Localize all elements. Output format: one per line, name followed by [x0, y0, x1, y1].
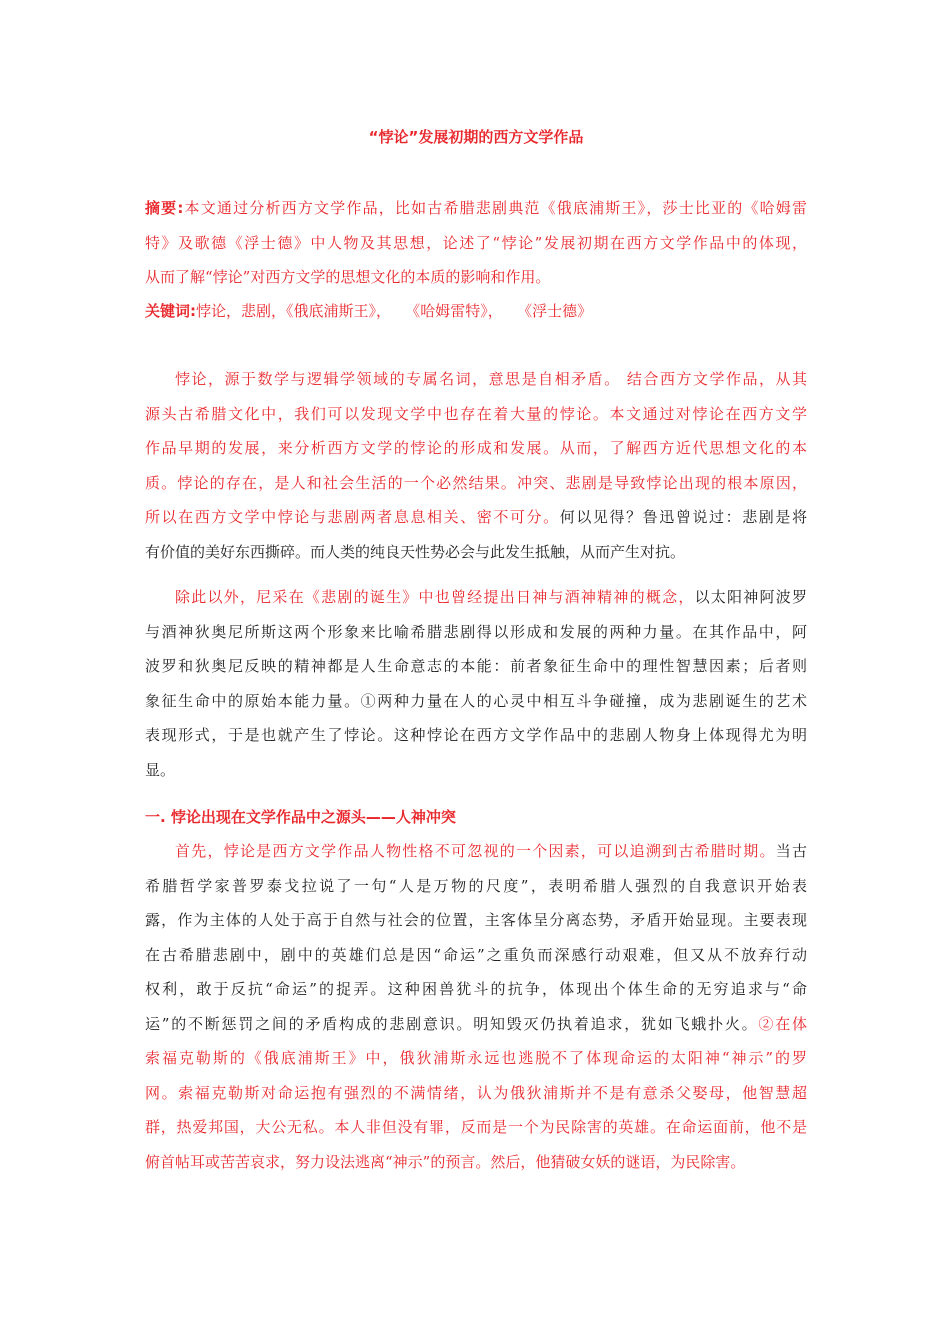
- text-run: 群，热爱邦国，大公无私。本人非但没有罪，反而是一个为民除害的英雄。在命运面前，他不是: [145, 1118, 807, 1136]
- paragraph-line: [145, 500, 807, 535]
- text-run: 除此以外，尼采在《悲剧的诞生》中也曾经提出日神与酒神精神的概念，: [175, 588, 695, 606]
- text-run: 网。索福克勒斯对命运抱有强烈的不满情绪，认为俄狄浦斯并不是有意杀父娶母，他智慧超: [145, 1083, 807, 1102]
- paragraph-line: [145, 1041, 807, 1076]
- text-run: 首先，悖论是西方文学作品人物性格不可忽视的一个因素，可以追溯到古希腊时期。: [175, 842, 776, 860]
- paragraph-1: [145, 362, 807, 569]
- text-run: 露，作为主体的人处于高于自然与社会的位置，主客体呈分离态势，矛盾开始显现。主要表现: [145, 911, 807, 929]
- keywords-text: 悖论，悲剧，《俄底浦斯王》， 《哈姆雷特》， 《浮士德》: [196, 302, 593, 320]
- paragraph-line: [145, 1110, 807, 1145]
- paragraph-line: [145, 903, 807, 938]
- paragraph-line: [145, 431, 807, 466]
- paragraph-line: [145, 1145, 807, 1180]
- paragraph-line: [145, 834, 807, 869]
- section-heading-1: 一. 悖论出现在文学作品中之源头——人神冲突: [145, 808, 456, 826]
- abstract: [145, 190, 807, 294]
- paragraph-2: [145, 580, 807, 787]
- text-run: 表现形式，于是也就产生了悖论。这种悖论在西方文学作品中的悲剧人物身上体现得尤为明: [145, 726, 807, 744]
- text-run: 质。悖论的存在，是人和社会生活的一个必然结果。冲突、悲剧是导致悖论出现的根本原因，: [145, 473, 807, 492]
- page-title: “悖论”发展初期的西方文学作品: [368, 128, 584, 146]
- abstract-line: 特》及歌德《浮士德》中人物及其思想，论述了“悖论”发展初期在西方文学作品中的体现，: [145, 233, 807, 252]
- text-run: 波罗和狄奥尼反映的精神都是人生命意志的本能：前者象征生命中的理性智慧因素；后者则: [145, 657, 807, 675]
- abstract-text: 本文通过分析西方文学作品，比如古希腊悲剧典范《俄底浦斯王》，莎士比亚的《哈姆雷: [183, 199, 807, 217]
- paragraph-line: [145, 753, 807, 788]
- paragraph-line: [145, 972, 807, 1007]
- abstract-line: 从而了解“悖论”对西方文学的思想文化的本质的影响和作用。: [145, 268, 551, 286]
- paragraph-line: [145, 397, 807, 432]
- paragraph-line: [145, 466, 807, 501]
- paragraph-line: [145, 615, 807, 650]
- abstract-label: 摘要:: [145, 199, 184, 217]
- paragraph-line: [145, 1076, 807, 1111]
- text-run: 以太阳神阿波罗: [694, 588, 807, 606]
- keywords-label: 关键词:: [145, 302, 196, 320]
- text-run: 何以见得？鲁迅曾说过：悲剧是将: [559, 508, 807, 526]
- paragraph-line: [145, 684, 807, 719]
- paragraph-line: [145, 1007, 807, 1042]
- text-run: 与酒神狄奥尼所斯这两个形象来比喻希腊悲剧得以形成和发展的两种力量。在其作品中，阿: [145, 622, 807, 641]
- text-run: 索福克勒斯的《俄底浦斯王》中，俄狄浦斯永远也逃脱不了体现命运的太阳神“神示”的罗: [145, 1049, 807, 1067]
- text-run: 当古: [775, 842, 807, 860]
- text-run: 源头古希腊文化中，我们可以发现文学中也存在着大量的悖论。本文通过对悖论在西方文学: [145, 404, 807, 423]
- paragraph-line: [145, 580, 807, 615]
- paragraph-line: [145, 649, 807, 684]
- abstract-line: [145, 190, 807, 225]
- text-run: 悖论，源于数学与逻辑学领域的专属名词，意思是自相矛盾。: [175, 370, 621, 388]
- text-run: 在古希腊悲剧中，剧中的英雄们总是因“命运”之重负而深感行动艰难，但又从不放弃行动: [145, 945, 807, 964]
- paragraph-line: [145, 869, 807, 904]
- keywords: [145, 296, 807, 326]
- text-run: 权利，敢于反抗“命运”的捉弄。这种困兽犹斗的抗争，体现出个体生命的无穷追求与“命: [145, 980, 807, 998]
- text-run: 所以在西方文学中悖论与悲剧两者息息相关、密不可分。: [145, 508, 560, 526]
- paragraph-line: [145, 362, 807, 397]
- text-run: 象征生命中的原始本能力量。①两种力量在人的心灵中相互斗争碰撞，成为悲剧诞生的艺术: [145, 691, 807, 710]
- text-run: 显。: [145, 760, 176, 779]
- paragraph-line: [145, 938, 807, 973]
- text-run: 结合西方文学作品，从其: [620, 370, 807, 388]
- paragraph-line: [145, 535, 807, 570]
- text-run: 希腊哲学家普罗泰戈拉说了一句“人是万物的尺度”，表明希腊人强烈的自我意识开始表: [145, 876, 807, 895]
- paragraph-3: [145, 834, 807, 1179]
- text-run: 作品早期的发展，来分析西方文学的悖论的形成和发展。从而，了解西方近代思想文化的本: [145, 439, 807, 457]
- text-run: 运”的不断惩罚之间的矛盾构成的悲剧意识。明知毁灭仍执着追求，犹如飞蛾扑火。: [145, 1014, 759, 1033]
- paragraph-line: [145, 718, 807, 753]
- text-run: 俯首帖耳或苦苦哀求，努力设法逃离“神示”的预言。然后，他猜破女妖的谜语，为民除害。: [145, 1152, 746, 1171]
- text-run: 有价值的美好东西撕碎。而人类的纯良天性势必会与此发生抵触，从而产生对抗。: [145, 542, 686, 561]
- text-run: ②在体: [758, 1014, 807, 1033]
